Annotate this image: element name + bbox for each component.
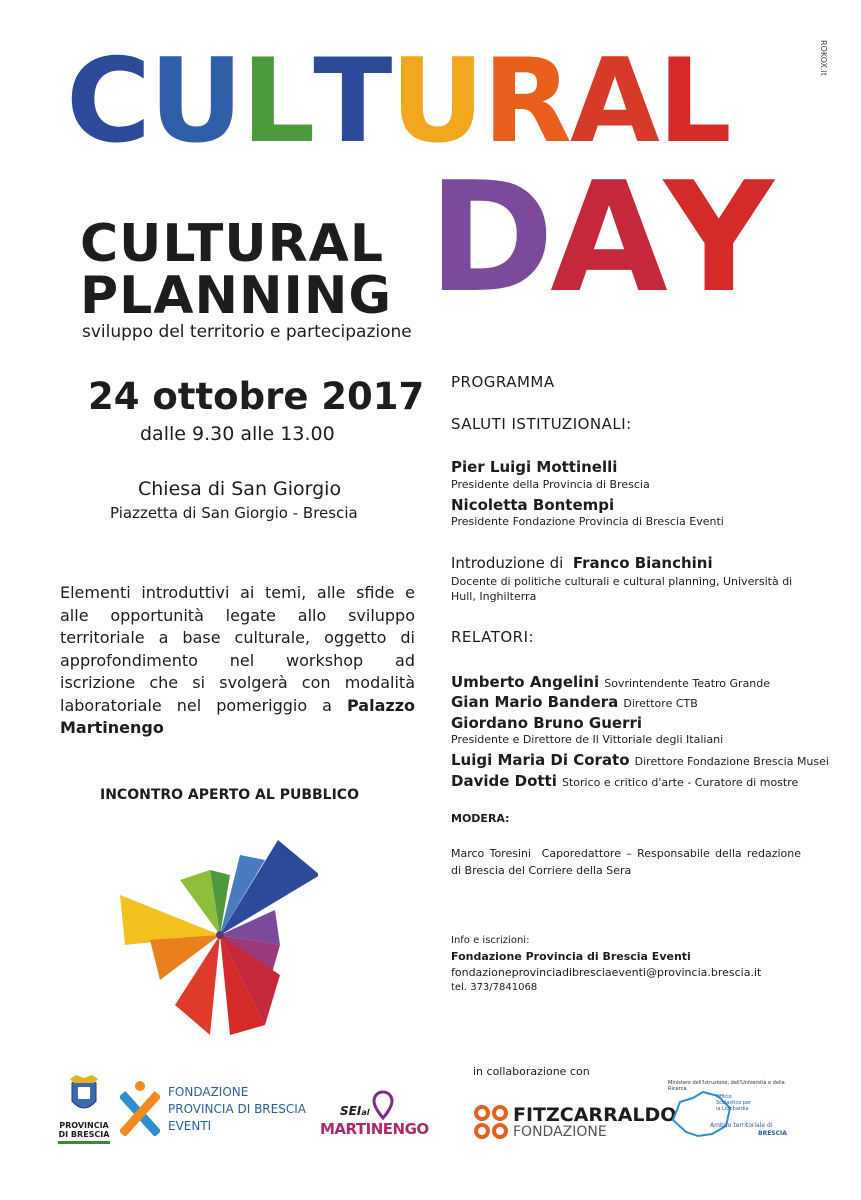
event-address: Piazzetta di San Giorgio - Brescia: [110, 504, 358, 522]
subtitle-line1: CULTURAL: [80, 214, 385, 274]
program-heading: PROGRAMMA: [451, 373, 555, 391]
subtitle-tagline: sviluppo del territorio e partecipazione: [82, 322, 412, 342]
title-letter-t: T: [313, 34, 391, 169]
speaker-1: Umberto Angelini Sovrintendente Teatro Grande: [451, 673, 771, 691]
wheel-center: [216, 931, 224, 939]
fondazione-x-icon: [120, 1080, 160, 1136]
fondazione-logo: [120, 1080, 160, 1140]
info-email[interactable]: fondazioneprovinciadibresciaeventi@provincia.brescia.it: [451, 966, 762, 979]
event-date: 24 ottobre 2017: [88, 375, 425, 418]
subtitle-line2: PLANNING: [80, 266, 393, 326]
intro-role: Docente di politiche culturali e cultural planning, Università di Hull, Inghilterra: [451, 575, 793, 603]
title-letter-l: L: [241, 34, 314, 169]
greetings-heading: SALUTI ISTITUZIONALI:: [451, 415, 632, 433]
title-letter-a2: A: [550, 149, 664, 326]
moderator-heading: MODERA:: [451, 812, 510, 825]
intro-line: Introduzione di Franco Bianchini: [451, 554, 713, 572]
open-call: INCONTRO APERTO AL PUBBLICO: [100, 787, 359, 803]
title-cultural: [66, 34, 730, 169]
color-wheel-illustration: [108, 835, 318, 1040]
info-phone: tel. 373/7841068: [451, 982, 538, 993]
provincia-label: PROVINCIA DI BRESCIA: [58, 1121, 110, 1139]
greeting-role-2: Presidente Fondazione Provincia di Brescia Eventi: [451, 515, 724, 528]
collab-text: in collaborazione con: [473, 1065, 590, 1078]
greeting-role-1: Presidente della Provincia di Brescia: [451, 478, 650, 491]
event-description: Elementi introduttivi ai temi, alle sfide e alle opportunità legate allo sviluppo territoriale a base culturale, oggetto di approfondimento nel workshop ad iscrizione che si svolgerà con modalità laboratoriale nel pomeriggio a Palazzo Martinengo: [60, 583, 415, 737]
greeting-name-2: Nicoletta Bontempi: [451, 496, 615, 514]
title-letter-d: D: [428, 149, 551, 326]
location-pin-icon: [372, 1090, 394, 1120]
speaker-2: Gian Mario Bandera Direttore CTB: [451, 693, 698, 711]
credit-text: ROKOX.it: [819, 40, 828, 76]
intro-name: Franco Bianchini: [572, 554, 713, 572]
info-label: Info e iscrizioni:: [451, 935, 530, 946]
description-place: Palazzo Martinengo: [60, 695, 415, 737]
info-org: Fondazione Provincia di Brescia Eventi: [451, 950, 691, 963]
speaker-4: Luigi Maria Di Corato Direttore Fondazione Brescia Musei: [451, 751, 829, 769]
miur-logo: Ministero dell'Istruzione, dell'Università e della Ricerca Ufficio Scolastico per la Lombardia Ambito territoriale di BRESCIA: [668, 1080, 798, 1092]
title-day: [428, 149, 770, 326]
moderator: Marco Toresini Caporedattore – Responsabile della redazione di Brescia del Corriere della Sera: [451, 847, 802, 877]
title-letter-u: U: [149, 34, 242, 169]
speaker-5: Davide Dotti Storico e critico d'arte - Curatore di mostre: [451, 772, 799, 790]
title-letter-y: Y: [663, 149, 770, 326]
title-letter-a: A: [569, 34, 658, 169]
speaker-3: Giordano Bruno Guerri: [451, 714, 643, 732]
crest-icon: [64, 1075, 104, 1117]
fondazione-text: FONDAZIONE PROVINCIA DI BRESCIA EVENTI: [168, 1085, 306, 1133]
fitz-main-label: FITZCARRALDO: [513, 1104, 677, 1126]
provincia-logo: [58, 1075, 110, 1144]
title-letter-c: C: [66, 34, 150, 169]
title-letter-r: R: [482, 34, 570, 169]
greeting-name-1: Pier Luigi Mottinelli: [451, 458, 618, 476]
speaker-3-role: Presidente e Direttore de Il Vittoriale degli Italiani: [451, 733, 724, 746]
fitz-mark-icon: [473, 1104, 509, 1140]
title-letter-u2: U: [390, 34, 483, 169]
event-hours: dalle 9.30 alle 13.00: [140, 423, 335, 445]
martinengo-label: MARTINENGO: [320, 1120, 429, 1138]
title-letter-l2: L: [657, 34, 730, 169]
fitz-sub-label: FONDAZIONE: [513, 1124, 607, 1140]
event-venue: Chiesa di San Giorgio: [138, 478, 342, 500]
speakers-heading: RELATORI:: [451, 628, 535, 646]
